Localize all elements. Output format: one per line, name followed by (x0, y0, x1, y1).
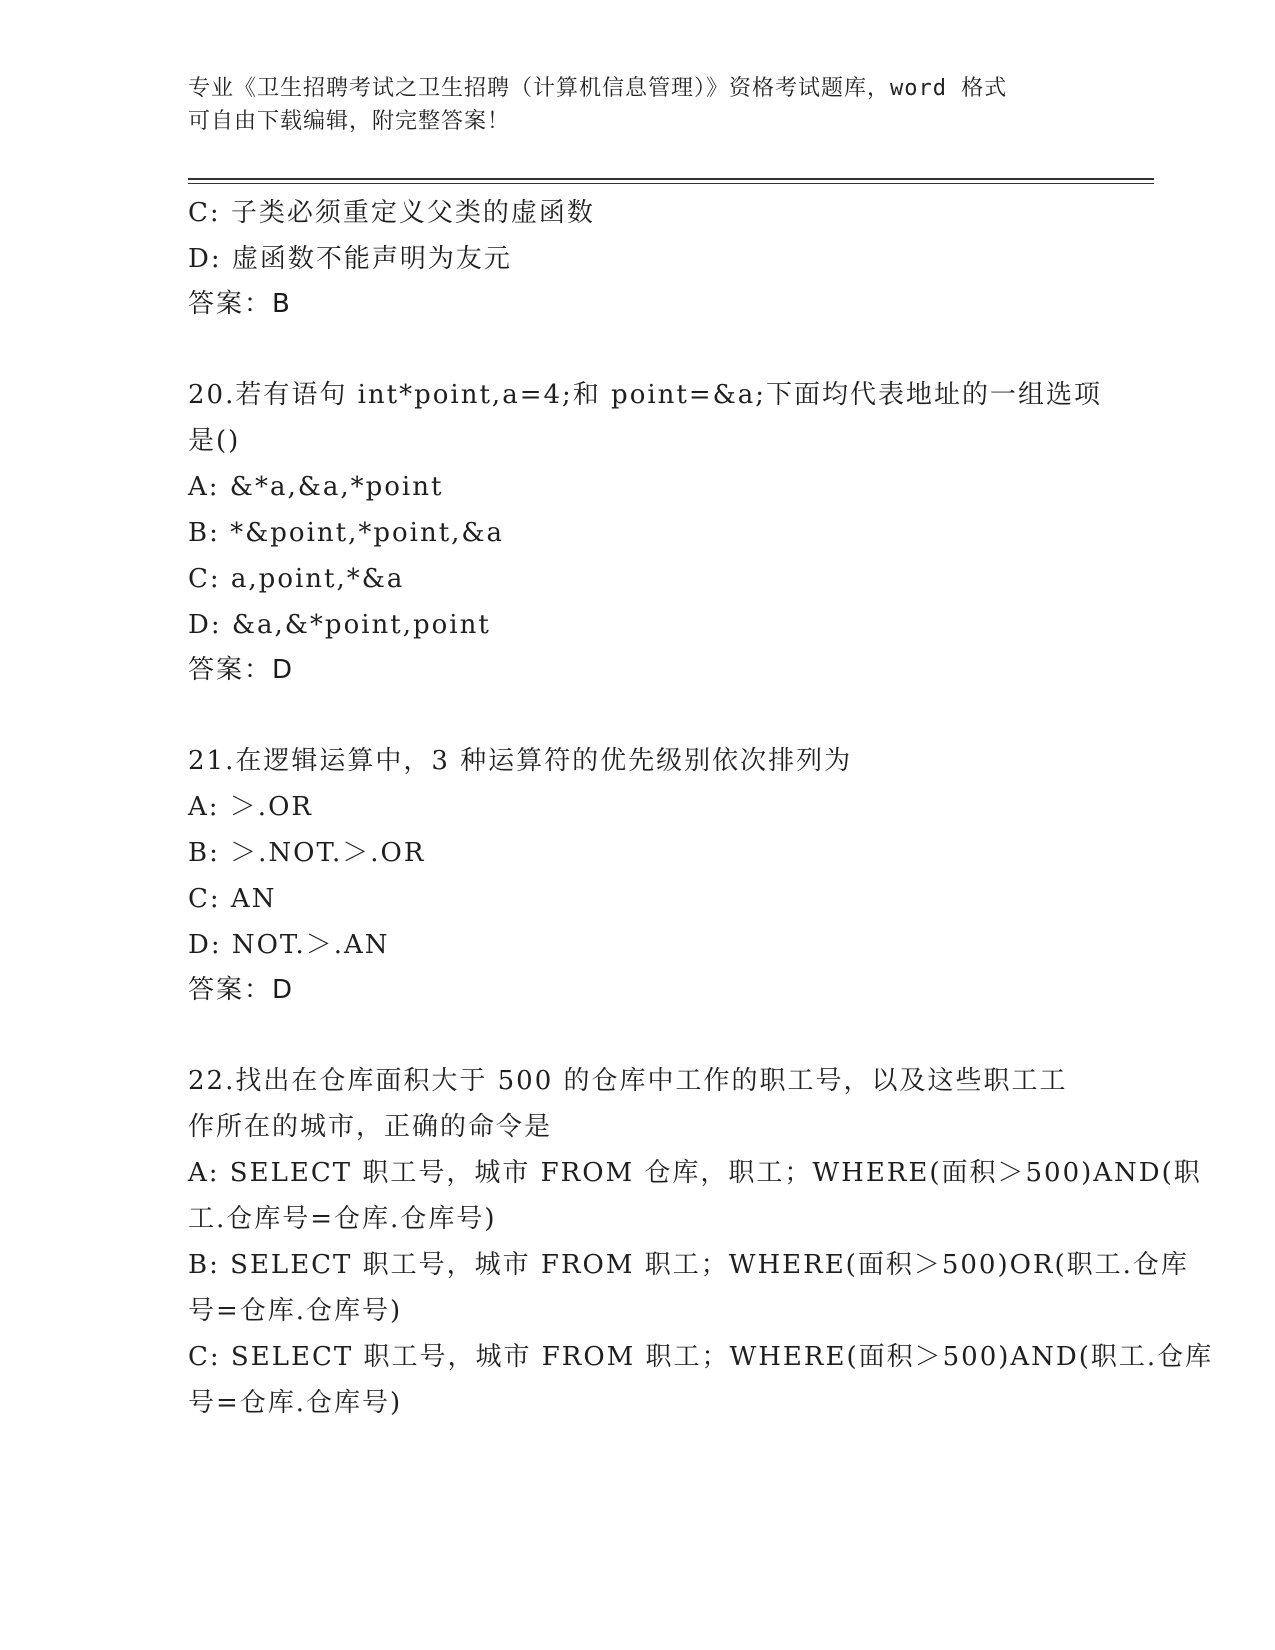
q22-stem-line-1: 22.找出在仓库面积大于 500 的仓库中工作的职工号，以及这些职工工 (188, 1066, 1068, 1096)
q20-option-c: C: a,point,*&a (188, 564, 405, 594)
q22-option-a-line-2: 工.仓库号=仓库.仓库号) (188, 1204, 497, 1234)
header-line-2: 可自由下载编辑，附完整答案！ (188, 109, 511, 134)
q22-stem-line-2: 作所在的城市，正确的命令是 (188, 1112, 553, 1142)
question-20 (188, 372, 1103, 692)
q22-option-b-line-1: B: SELECT 职工号，城市 FROM 职工；WHERE(面积＞500)OR(职工.仓库 (188, 1250, 1189, 1280)
spacer (188, 1012, 1088, 1058)
q22-option-c-line-2: 号=仓库.仓库号) (188, 1388, 403, 1418)
q22-option-a-line-1: A: SELECT 职工号，城市 FROM 仓库，职工；WHERE(面积＞500)AND(职 (188, 1158, 1202, 1188)
q20-option-a: A: &*a,&a,*point (188, 472, 444, 502)
question-22 (188, 1058, 1214, 1426)
q20-stem-line-1: 20.若有语句 int*point,a=4;和 point=&a;下面均代表地址的一组选项 (188, 380, 1103, 410)
header-line-1: 专业《卫生招聘考试之卫生招聘（计算机信息管理）》资格考试题库，word 格式 (188, 76, 1008, 101)
q19-option-d: D: 虚函数不能声明为友元 (188, 244, 512, 274)
header-divider-thick (188, 178, 1154, 180)
q20-answer: 答案：D (188, 655, 295, 685)
q19-option-c: C: 子类必须重定义父类的虚函数 (188, 198, 595, 228)
header-divider-thin (188, 183, 1154, 184)
q19-answer: 答案：B (188, 289, 292, 319)
question-19 (188, 190, 1088, 326)
spacer (188, 692, 1088, 738)
q20-option-b: B: *&point,*point,&a (188, 518, 505, 548)
question-21 (188, 738, 1088, 1012)
question-list (188, 190, 1214, 1426)
spacer (188, 326, 1088, 372)
q21-option-a: A: ＞.OR (188, 792, 313, 822)
q21-option-b: B: ＞.NOT.＞.OR (188, 838, 426, 868)
q20-option-d: D: &a,&*point,point (188, 610, 491, 640)
q21-option-c: C: AN (188, 884, 277, 914)
q22-option-b-line-2: 号=仓库.仓库号) (188, 1296, 403, 1326)
document-header (188, 72, 1068, 138)
q21-stem-line-1: 21.在逻辑运算中，3 种运算符的优先级别依次排列为 (188, 746, 853, 776)
q20-stem-line-2: 是() (188, 426, 241, 456)
q21-option-d: D: NOT.＞.AN (188, 930, 390, 960)
q21-answer: 答案：D (188, 975, 295, 1005)
q22-option-c-line-1: C: SELECT 职工号，城市 FROM 职工；WHERE(面积＞500)AND(职工.仓库 (188, 1342, 1214, 1372)
